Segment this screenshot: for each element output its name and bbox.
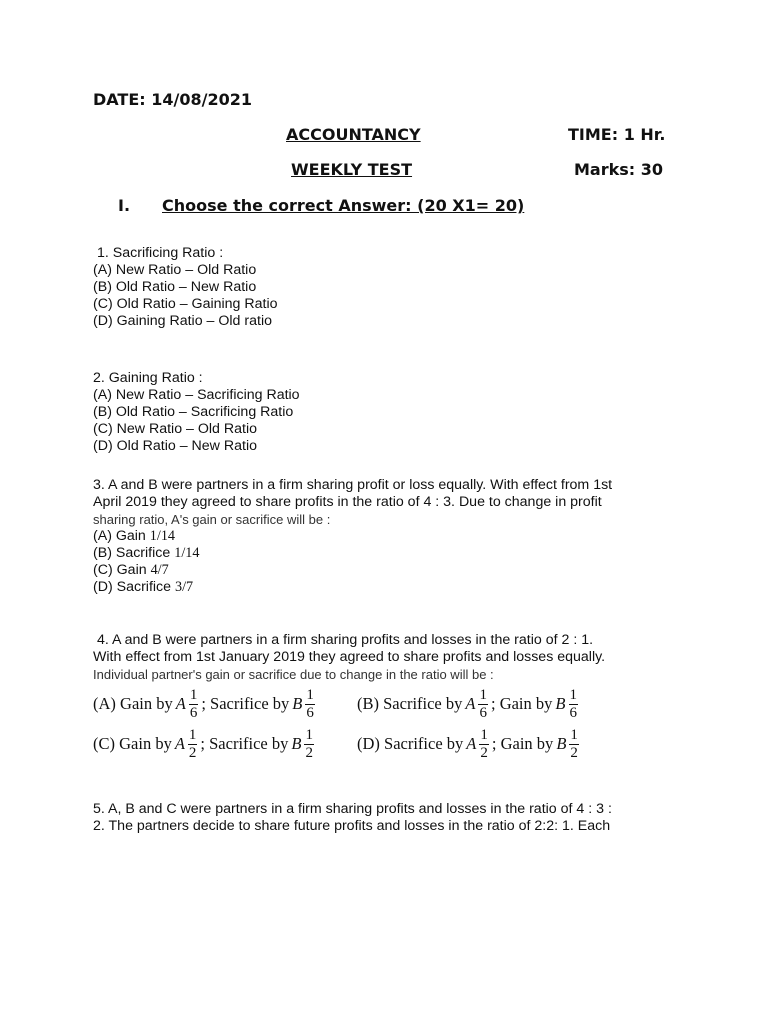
partner-var: A [174, 734, 185, 753]
answer-option: (B) Old Ratio – Sacrificing Ratio [93, 404, 294, 420]
numerator: 1 [569, 686, 577, 703]
fraction [569, 727, 579, 762]
question-stem: sharing ratio, A's gain or sacrifice will be : [93, 512, 331, 527]
answer-option [93, 722, 317, 766]
option-text: Sacrifice by [383, 694, 463, 713]
denominator: 6 [306, 704, 314, 721]
denominator: 2 [188, 744, 197, 761]
option-fraction: 3/7 [175, 579, 194, 595]
option-text: Sacrifice by [384, 734, 464, 753]
partner-var: A [175, 694, 186, 713]
answer-option: (D) Old Ratio – New Ratio [93, 438, 257, 454]
question-3 [93, 477, 612, 596]
option-label: (B) Sacrifice [93, 545, 171, 561]
fraction [478, 687, 488, 722]
answer-option [357, 722, 582, 766]
option-text: ; Gain by [491, 734, 554, 753]
question-1 [93, 245, 278, 330]
denominator: 6 [479, 704, 487, 721]
numerator: 1 [306, 686, 314, 703]
option-text: ; Sacrifice by [200, 734, 289, 753]
numerator: 1 [479, 686, 487, 703]
question-4 [93, 632, 605, 683]
total-marks: Marks: 30 [574, 160, 664, 179]
option-label: (D) [357, 734, 380, 753]
answer-option [93, 682, 318, 726]
question-5 [93, 801, 612, 835]
option-label: (A) Gain [93, 528, 146, 544]
answer-option: (A) New Ratio – Old Ratio [93, 262, 257, 278]
denominator: 2 [570, 744, 578, 761]
option-fraction: 1/14 [174, 545, 200, 561]
test-name: WEEKLY TEST [291, 160, 413, 179]
option-fraction: 4/7 [150, 562, 169, 578]
numerator: 1 [480, 726, 488, 743]
question-stem: 1. Sacrificing Ratio : [97, 245, 224, 261]
question-stem: 4. A and B were partners in a firm sharing profits and losses in the ratio of 2 : 1. [97, 632, 594, 648]
option-label: (C) Gain [93, 562, 147, 578]
numerator: 1 [188, 726, 197, 743]
fraction [304, 727, 314, 762]
answer-option [93, 545, 612, 562]
answer-option: (D) Gaining Ratio – Old ratio [93, 313, 272, 329]
option-text: ; Gain by [490, 694, 553, 713]
question-stem: 2. Gaining Ratio : [93, 370, 203, 386]
option-text: Gain by [119, 734, 172, 753]
answer-option [357, 682, 581, 726]
numerator: 1 [189, 686, 198, 703]
answer-option: (A) New Ratio – Sacrificing Ratio [93, 387, 300, 403]
answer-option [93, 579, 612, 596]
partner-var: A [465, 694, 476, 713]
partner-var: B [556, 734, 567, 753]
question-stem: Individual partner's gain or sacrifice due to change in the ratio will be : [93, 667, 494, 682]
question-stem: April 2019 they agreed to share profits in the ratio of 4 : 3. Due to change in profit [93, 494, 602, 510]
partner-var: B [555, 694, 566, 713]
option-text: Gain by [120, 694, 173, 713]
denominator: 6 [569, 704, 577, 721]
test-date: DATE: 14/08/2021 [93, 90, 252, 109]
partner-var: B [291, 734, 302, 753]
question-stem: 3. A and B were partners in a firm sharing profit or loss equally. With effect from 1st [93, 477, 613, 493]
question-stem: 2. The partners decide to share future profits and losses in the ratio of 2:2: 1. Each [93, 818, 611, 834]
question-2 [93, 370, 300, 455]
answer-option: (C) Old Ratio – Gaining Ratio [93, 296, 278, 312]
answer-option: (B) Old Ratio – New Ratio [93, 279, 257, 295]
denominator: 6 [189, 704, 198, 721]
fraction [188, 727, 198, 762]
fraction [189, 687, 199, 722]
option-fraction: 1/14 [149, 528, 176, 544]
fraction [569, 687, 579, 722]
question-stem: 5. A, B and C were partners in a firm sharing profits and losses in the ratio of 4 : 3 : [93, 801, 612, 817]
numerator: 1 [570, 726, 578, 743]
answer-option [93, 528, 612, 545]
numerator: 1 [305, 726, 313, 743]
section-number: I. [118, 196, 131, 215]
fraction [479, 727, 489, 762]
denominator: 2 [305, 744, 313, 761]
option-label: (A) [93, 694, 116, 713]
option-label: (B) [357, 694, 379, 713]
partner-var: B [292, 694, 303, 713]
section-title: Choose the correct Answer: (20 X1= 20) [162, 196, 525, 215]
option-label: (C) [93, 734, 115, 753]
question-stem: With effect from 1st January 2019 they agreed to share profits and losses equally. [93, 649, 606, 665]
answer-option [93, 562, 612, 579]
test-duration: TIME: 1 Hr. [568, 125, 666, 144]
option-label: (D) Sacrifice [93, 579, 172, 595]
denominator: 2 [480, 744, 488, 761]
answer-option: (C) New Ratio – Old Ratio [93, 421, 257, 437]
fraction [305, 687, 315, 722]
partner-var: A [466, 734, 477, 753]
option-text: ; Sacrifice by [201, 694, 290, 713]
subject-title: ACCOUNTANCY [286, 125, 421, 144]
